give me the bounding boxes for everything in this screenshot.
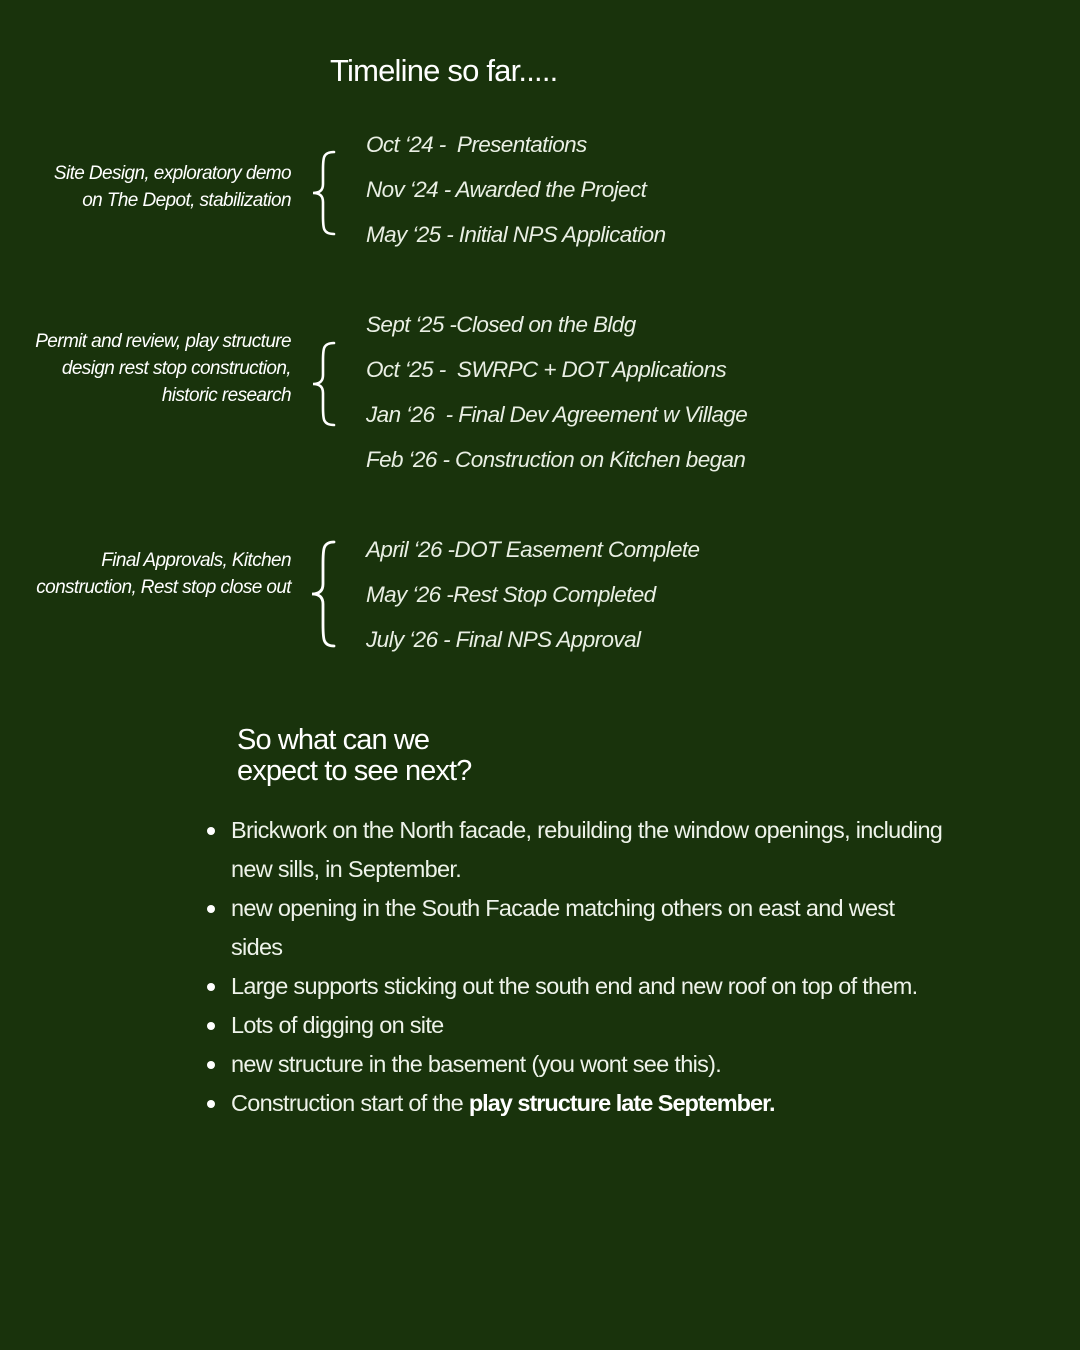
bullet-icon	[207, 1100, 215, 1108]
list-item	[203, 889, 943, 967]
timeline-item: Jan ‘26 - Final Dev Agreement w Village	[366, 402, 748, 427]
phase-label-1: Site Design, exploratory demo on The Depot, stabilization	[53, 163, 291, 211]
timeline-item: May ‘26 -Rest Stop Completed	[366, 582, 656, 607]
next-list	[203, 811, 943, 1123]
curly-brace-icon	[306, 150, 340, 236]
list-item-text: new structure in the basement (you wont see this).	[231, 1051, 722, 1077]
timeline-item: Sept ‘25 -Closed on the Bldg	[366, 312, 636, 337]
phase-label-3: Final Approvals, Kitchen construction, Rest stop close out	[36, 550, 291, 598]
list-item	[203, 967, 943, 1006]
timeline-item: Oct ‘24 - Presentations	[366, 132, 587, 157]
curly-brace-icon	[306, 540, 340, 648]
bullet-icon	[207, 1061, 215, 1069]
bullet-icon	[207, 1022, 215, 1030]
list-item-text: Large supports sticking out the south end and new roof on top of them.	[231, 973, 918, 999]
timeline-item: Feb ‘26 - Construction on Kitchen began	[366, 447, 746, 472]
bullet-icon	[207, 983, 215, 991]
bullet-icon	[207, 827, 215, 835]
timeline-item: May ‘25 - Initial NPS Application	[366, 222, 666, 247]
phase-1-timeline	[366, 122, 666, 257]
timeline-item: July ‘26 - Final NPS Approval	[366, 627, 641, 652]
list-item-bold-text: play structure late September.	[468, 1090, 775, 1116]
timeline-item: April ‘26 -DOT Easement Complete	[366, 537, 700, 562]
list-item	[203, 1045, 943, 1084]
list-item	[203, 1006, 943, 1045]
list-item	[203, 1084, 943, 1123]
list-item	[203, 811, 943, 889]
timeline-item: Nov ‘24 - Awarded the Project	[366, 177, 647, 202]
timeline-item: Oct ‘25 - SWRPC + DOT Applications	[366, 357, 727, 382]
curly-brace-icon	[306, 341, 340, 427]
phase-2-timeline	[366, 302, 747, 482]
page-title: Timeline so far.....	[330, 53, 558, 88]
phase-label-2: Permit and review, play structure design rest stop construction, historic research	[35, 331, 291, 406]
next-heading-line-2: expect to see next?	[237, 755, 472, 787]
list-item-text: Brickwork on the North facade, rebuilding the window openings, including new sills, in September.	[231, 817, 943, 882]
list-item-text: Lots of digging on site	[231, 1012, 444, 1038]
list-item-text: new opening in the South Facade matching others on east and west sides	[231, 895, 895, 960]
next-heading	[237, 725, 471, 787]
next-heading-line-1: So what can we	[237, 724, 430, 756]
phase-3-timeline	[366, 527, 699, 662]
list-item-text: Construction start of the	[231, 1090, 463, 1116]
bullet-icon	[207, 905, 215, 913]
